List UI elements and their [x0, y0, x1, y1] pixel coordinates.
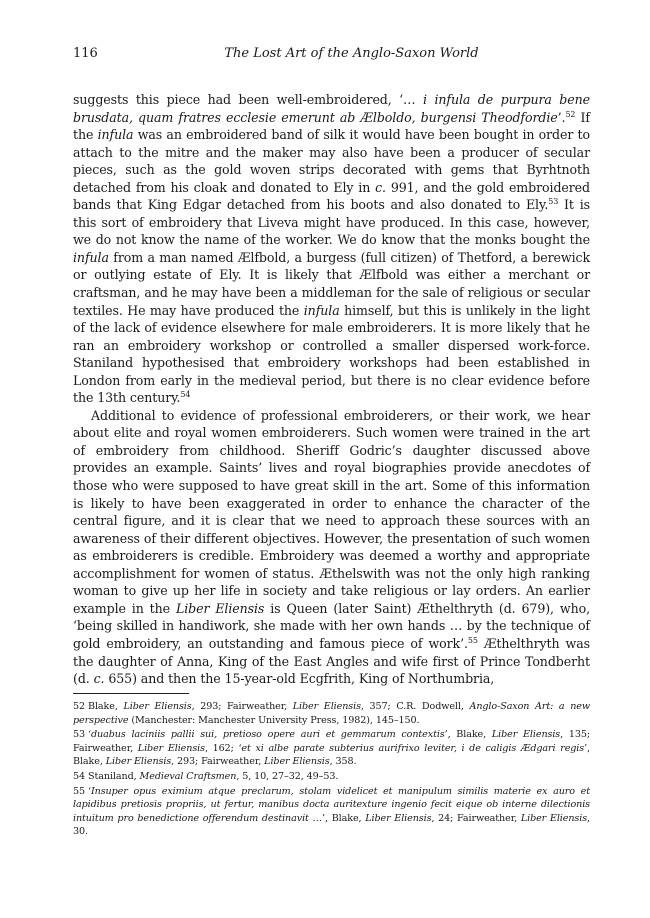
- italic-term: et xi albe parate subterius aurifrixo leviter, i de caligis Ædgari regis: [241, 742, 585, 754]
- text-run: from a man named Ælfbold, a burgess (full citizen) of Thetford, a berewick or outlying estate of Ely. It is likely that Ælfbold was either a merchant or craftsman, and he may have been a middleman for the sale of religious or secular textiles. He may have produced the: [73, 249, 590, 318]
- italic-term: Liber Eliensis: [175, 600, 265, 616]
- text-run: Æthelthryth was the daughter of Anna, King of the East Angles and wife first of Prince Tondberht (d.: [73, 635, 590, 687]
- paragraph-2: [73, 407, 590, 688]
- text-run: himself, but this is unlikely in the light of the lack of evidence elsewhere for male embroiderers. It is more likely that he ran an embroidery workshop or controlled a smaller dispersed work-force. Staniland hypothesised that embroidery workshops had been established in London from early in the medieval period, but there is no clear evidence before the 13th century.: [73, 302, 590, 406]
- italic-term: Liber Eliensis: [123, 701, 192, 712]
- footnotes: [73, 700, 590, 840]
- italic-term: duabus laciniis pallii sui, pretioso opere auri et gemmarum contextis: [90, 729, 445, 741]
- paragraph-1: [73, 91, 590, 407]
- footnote-ref-53[interactable]: 53: [548, 197, 559, 207]
- italic-term: infula: [97, 127, 134, 143]
- text-run: suggests this piece had been well-embroidered, ‘…: [73, 92, 424, 107]
- italic-term: Liber Eliensis: [105, 756, 172, 768]
- text-run: ’, Blake,: [73, 742, 591, 768]
- running-header: [73, 46, 590, 64]
- text-run: , 293; Fairweather,: [171, 756, 265, 768]
- footnote-ref-52[interactable]: 52: [565, 109, 576, 119]
- footnote-54: [73, 770, 590, 784]
- text-run: 991, and the gold embroidered bands that King Edgar detached from his boots and also donated to Ely.: [73, 179, 590, 213]
- footnote-number: 55: [73, 785, 86, 797]
- text-run: , 5, 10, 27–32, 49–53.: [236, 770, 339, 782]
- running-title: The Lost Art of the Anglo-Saxon World: [224, 46, 479, 61]
- text-run: was an embroidered band of silk it would have been bought in order to attach to the mitre and the maker may also have been a producer of secular pieces, such as the gold woven strips decorated with gems that Byrhtnoth detached from his cloak and donated to Ely in: [73, 127, 590, 195]
- italic-term: c.: [93, 671, 105, 687]
- text-run: , 30.: [73, 812, 590, 838]
- text-run: , 357; C.R. Dodwell,: [360, 701, 470, 712]
- text-run: It is this sort of embroidery that Liveva might have produced. In this case, however, we do not know the name of the worker. We do know that the monks bought the: [73, 197, 590, 248]
- page-number: 116: [73, 46, 98, 61]
- italic-term: Liber Eliensis: [292, 701, 361, 712]
- text-run: If the: [73, 109, 590, 143]
- text-run: ‘: [88, 785, 91, 797]
- latin-quote: Insuper opus eximium atque preclarum, stolam videlicet et manipulum similis materie ex auro et lapidibus pretiosis propriis, ut fertur, manibus docta auritexture ingenio fecit eique ob interne dilectionis intuitum pro benedictione offerendum destinavit …: [73, 785, 590, 824]
- footnote-number: 53: [73, 729, 86, 741]
- footnote-ref-55[interactable]: 55: [467, 635, 478, 645]
- italic-term: Medieval Craftsmen: [139, 770, 237, 782]
- text-run: ’, Blake,: [444, 729, 492, 741]
- footnote-number: 54: [73, 770, 86, 782]
- text-run: , 358.: [329, 756, 357, 768]
- footnote-55: [73, 785, 590, 839]
- footnote-number: 52: [73, 701, 86, 712]
- italic-term: infula: [73, 249, 109, 265]
- italic-term: Anglo-Saxon Art: a new perspective: [73, 701, 590, 726]
- footnote-ref-54[interactable]: 54: [180, 390, 191, 400]
- italic-term: Liber Eliensis: [365, 812, 432, 824]
- body-text: [73, 91, 590, 688]
- footnote-rule: [73, 693, 189, 694]
- text-run: , 293; Fairweather,: [191, 701, 293, 712]
- text-run: ’, Blake,: [322, 812, 366, 824]
- italic-term: Liber Eliensis: [264, 756, 330, 768]
- text-run: 655) and then the 15-year-old Ecgfrith, King of Northumbria,: [104, 671, 495, 687]
- text-run: ’.: [557, 109, 566, 125]
- text-run: Staniland,: [88, 770, 140, 782]
- italic-term: c.: [375, 179, 386, 195]
- latin-quote: i infula de purpura bene brusdata, quam fratres ecclesie emerunt ab Ælboldo, burgensi Theodfordie: [73, 92, 590, 125]
- text-run: , 24; Fairweather,: [431, 812, 521, 824]
- text-run: is Queen (later Saint) Æthelthryth (d. 679), who, ‘being skilled in handiwork, she made with her own hands … by the technique of gold embroidery, an outstanding and famous piece of work’.: [73, 600, 590, 651]
- italic-term: Liber Eliensis: [491, 729, 561, 741]
- text-run: , 162; ‘: [204, 742, 242, 754]
- italic-term: Liber Eliensis: [137, 742, 205, 754]
- italic-term: infula: [303, 302, 340, 318]
- footnote-53: [73, 728, 590, 769]
- text-run: Blake,: [88, 701, 124, 712]
- text-run: , 135; Fairweather,: [73, 729, 591, 754]
- text-run: Additional to evidence of professional embroiderers, or their work, we hear about elite and royal women embroiderers. Such women were trained in the art of embroidery from childhood. Sheriff Godric’s daughter discussed above provides an example. Saints’ lives and royal biographies provide anecdotes of those who were supposed to have great skill in the art. Some of this information is likely to have been exaggerated in order to enhance the character of the central figure, and it is clear that we need to approach these sources with an awareness of their different objectives. However, the presentation of such women as embroiderers is credible. Embroidery was deemed a worthy and appropriate accomplishment for women of status. Æthelswith was not the only high ranking woman to give up her life in society and take religious or lay orders. An earlier example in the: [73, 407, 590, 616]
- italic-term: Liber Eliensis: [520, 812, 588, 824]
- text-run: (Manchester: Manchester University Press, 1982), 145–150.: [128, 714, 420, 726]
- text-run: ‘: [88, 729, 91, 741]
- footnote-52: [73, 700, 590, 727]
